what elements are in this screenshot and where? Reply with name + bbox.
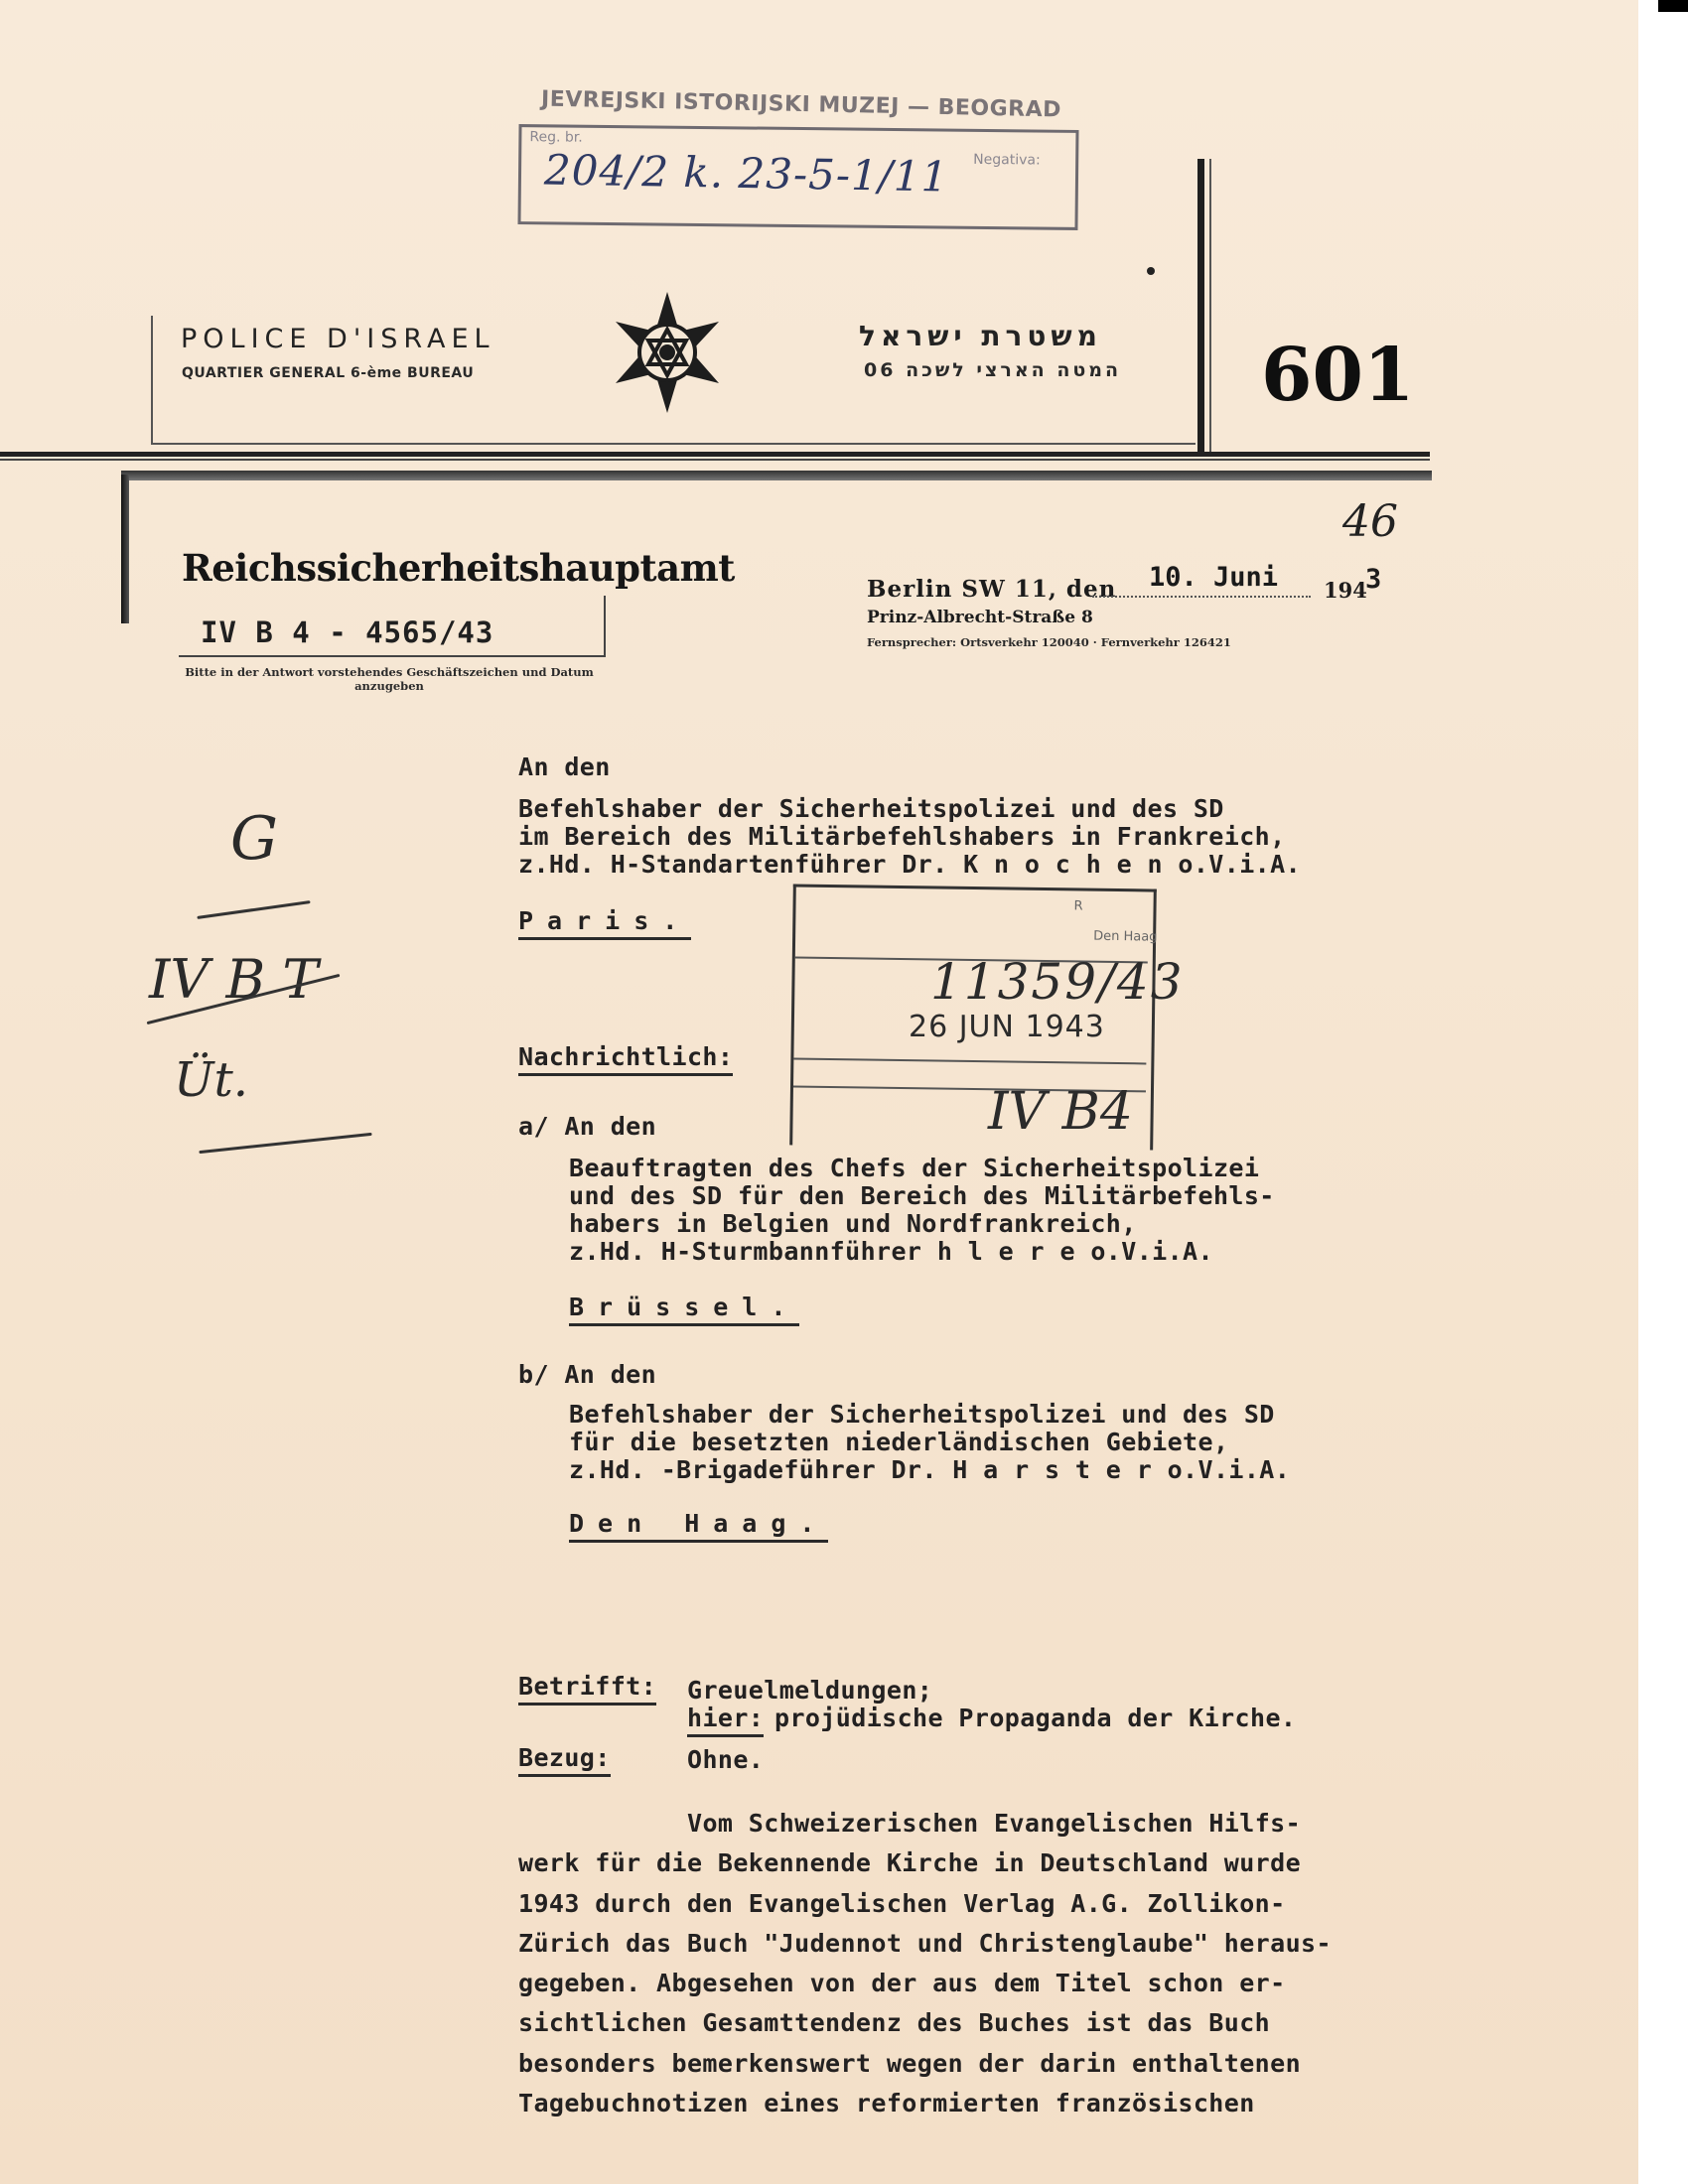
body-line: Tagebuchnotizen eines reformierten französischen bbox=[518, 2089, 1255, 2117]
body-line: Zürich das Buch "Judennot und Christenglaube" heraus- bbox=[518, 1929, 1332, 1958]
body-line: sichtlichen Gesamttendenz des Buches ist das Buch bbox=[518, 2008, 1271, 2037]
subject-text: Greuelmeldungen; bbox=[687, 1676, 933, 1705]
cc-b-line: für die besetzten niederländischen Gebiete, bbox=[569, 1428, 1229, 1456]
sender-office: Reichssicherheitshauptamt bbox=[182, 546, 735, 590]
address-line: Befehlshaber der Sicherheitspolizei und des SD bbox=[518, 794, 1224, 823]
cc-a-line: z.Hd. H-Sturmbannführer h l e r e o.V.i.A. bbox=[569, 1237, 1213, 1266]
scan-shadow-left bbox=[121, 475, 129, 623]
cc-b-label: b/ An den bbox=[518, 1360, 657, 1389]
address-city: Paris. bbox=[518, 906, 691, 940]
museum-handwritten-ref: 204/2 k. 23-5-1/11 bbox=[543, 145, 949, 202]
reference-text: Ohne. bbox=[687, 1745, 765, 1774]
police-subtitle-french: QUARTIER GENERAL 6-ème BUREAU bbox=[182, 365, 475, 381]
body-line: Vom Schweizerischen Evangelischen Hilfs- bbox=[687, 1809, 1302, 1838]
stamp-date: 26 JUN 1943 bbox=[909, 1010, 1105, 1044]
sender-reference: IV B 4 - 4565/43 bbox=[201, 615, 494, 649]
reference-note: Bitte in der Antwort vorstehendes Geschäftszeichen und Datum anzugeben bbox=[185, 665, 594, 693]
subject-hier-text: projüdische Propaganda der Kirche. bbox=[774, 1704, 1297, 1732]
police-title-hebrew: משטרת ישראל bbox=[859, 320, 1102, 352]
body-line: 1943 durch den Evangelischen Verlag A.G. Zollikon- bbox=[518, 1889, 1286, 1918]
stamp-small-top: R bbox=[1073, 898, 1083, 914]
letterhead-rule bbox=[0, 452, 1430, 457]
stamp-initials: IV B4 bbox=[988, 1082, 1133, 1142]
cc-a-city: Brüssel. bbox=[569, 1293, 799, 1326]
document-number: 601 bbox=[1261, 333, 1415, 418]
cc-b-line: z.Hd. -Brigadeführer Dr. H a r s t e r o.V.i.A. bbox=[569, 1455, 1291, 1484]
sender-city: Berlin SW 11, den bbox=[867, 576, 1117, 603]
stamp-number: 11359/43 bbox=[930, 953, 1185, 1011]
address-line: im Bereich des Militärbefehlshabers in Frankreich, bbox=[518, 822, 1286, 851]
cc-a-line: und des SD für den Bereich des Militärbefehls- bbox=[569, 1181, 1275, 1210]
divider-vertical bbox=[1197, 159, 1204, 457]
ink-dot bbox=[1147, 267, 1155, 275]
museum-reg-label: Reg. br. bbox=[529, 129, 583, 146]
letter-year-suffix: 3 bbox=[1365, 564, 1382, 595]
to-label: An den bbox=[518, 752, 611, 781]
letter-date: 10. Juni bbox=[1149, 562, 1279, 593]
reference-label: Bezug: bbox=[518, 1743, 611, 1777]
body-line: besonders bemerkenswert wegen der darin enthaltenen bbox=[518, 2049, 1302, 2078]
cc-b-line: Befehlshaber der Sicherheitspolizei und des SD bbox=[569, 1400, 1275, 1429]
letterhead-rule-thin bbox=[0, 459, 1430, 461]
cc-a-line: habers in Belgien und Nordfrankreich, bbox=[569, 1209, 1137, 1238]
address-line: z.Hd. H-Standartenführer Dr. K n o c h e n o.V.i.A. bbox=[518, 850, 1302, 879]
museum-stamp-title: JEVREJSKI ISTORIJSKI MUZEJ — BEOGRAD bbox=[540, 86, 1062, 123]
subject-label: Betrifft: bbox=[518, 1672, 656, 1706]
margin-note-3: Üt. bbox=[174, 1052, 248, 1108]
sender-phone: Fernsprecher: Ortsverkehr 120040 · Fernverkehr 126421 bbox=[867, 635, 1231, 649]
police-subtitle-hebrew: המטה הארצי לשכה 06 bbox=[864, 359, 1122, 381]
margin-note-2: IV B T bbox=[149, 948, 319, 1011]
scan-border bbox=[1638, 0, 1688, 2184]
police-title-french: POLICE D'ISRAEL bbox=[181, 324, 495, 354]
subject-hier-label: hier: bbox=[687, 1704, 764, 1737]
margin-note-1: G bbox=[230, 804, 278, 874]
police-star-emblem-icon bbox=[608, 290, 727, 419]
body-line: gegeben. Abgesehen von der aus dem Titel schon er- bbox=[518, 1969, 1286, 1997]
cc-b-city: Den Haag. bbox=[569, 1509, 828, 1543]
letter-year-prefix: 194 bbox=[1324, 578, 1367, 603]
date-underline bbox=[1092, 596, 1311, 598]
sender-street: Prinz-Albrecht-Straße 8 bbox=[867, 608, 1093, 627]
folio-number: 46 bbox=[1342, 496, 1398, 547]
cc-a-line: Beauftragten des Chefs der Sicherheitspolizei bbox=[569, 1154, 1260, 1182]
body-line: werk für die Bekennende Kirche in Deutschland wurde bbox=[518, 1848, 1302, 1877]
cc-a-label: a/ An den bbox=[518, 1112, 657, 1141]
scan-shadow-top bbox=[121, 471, 1432, 480]
cc-label: Nachrichtlich: bbox=[518, 1042, 733, 1076]
museum-negative-label: Negativa: bbox=[973, 151, 1041, 169]
divider-vertical-thin bbox=[1209, 159, 1211, 457]
scan-corner-mark bbox=[1658, 0, 1688, 12]
stamp-small-right: Den Haag bbox=[1093, 928, 1158, 945]
